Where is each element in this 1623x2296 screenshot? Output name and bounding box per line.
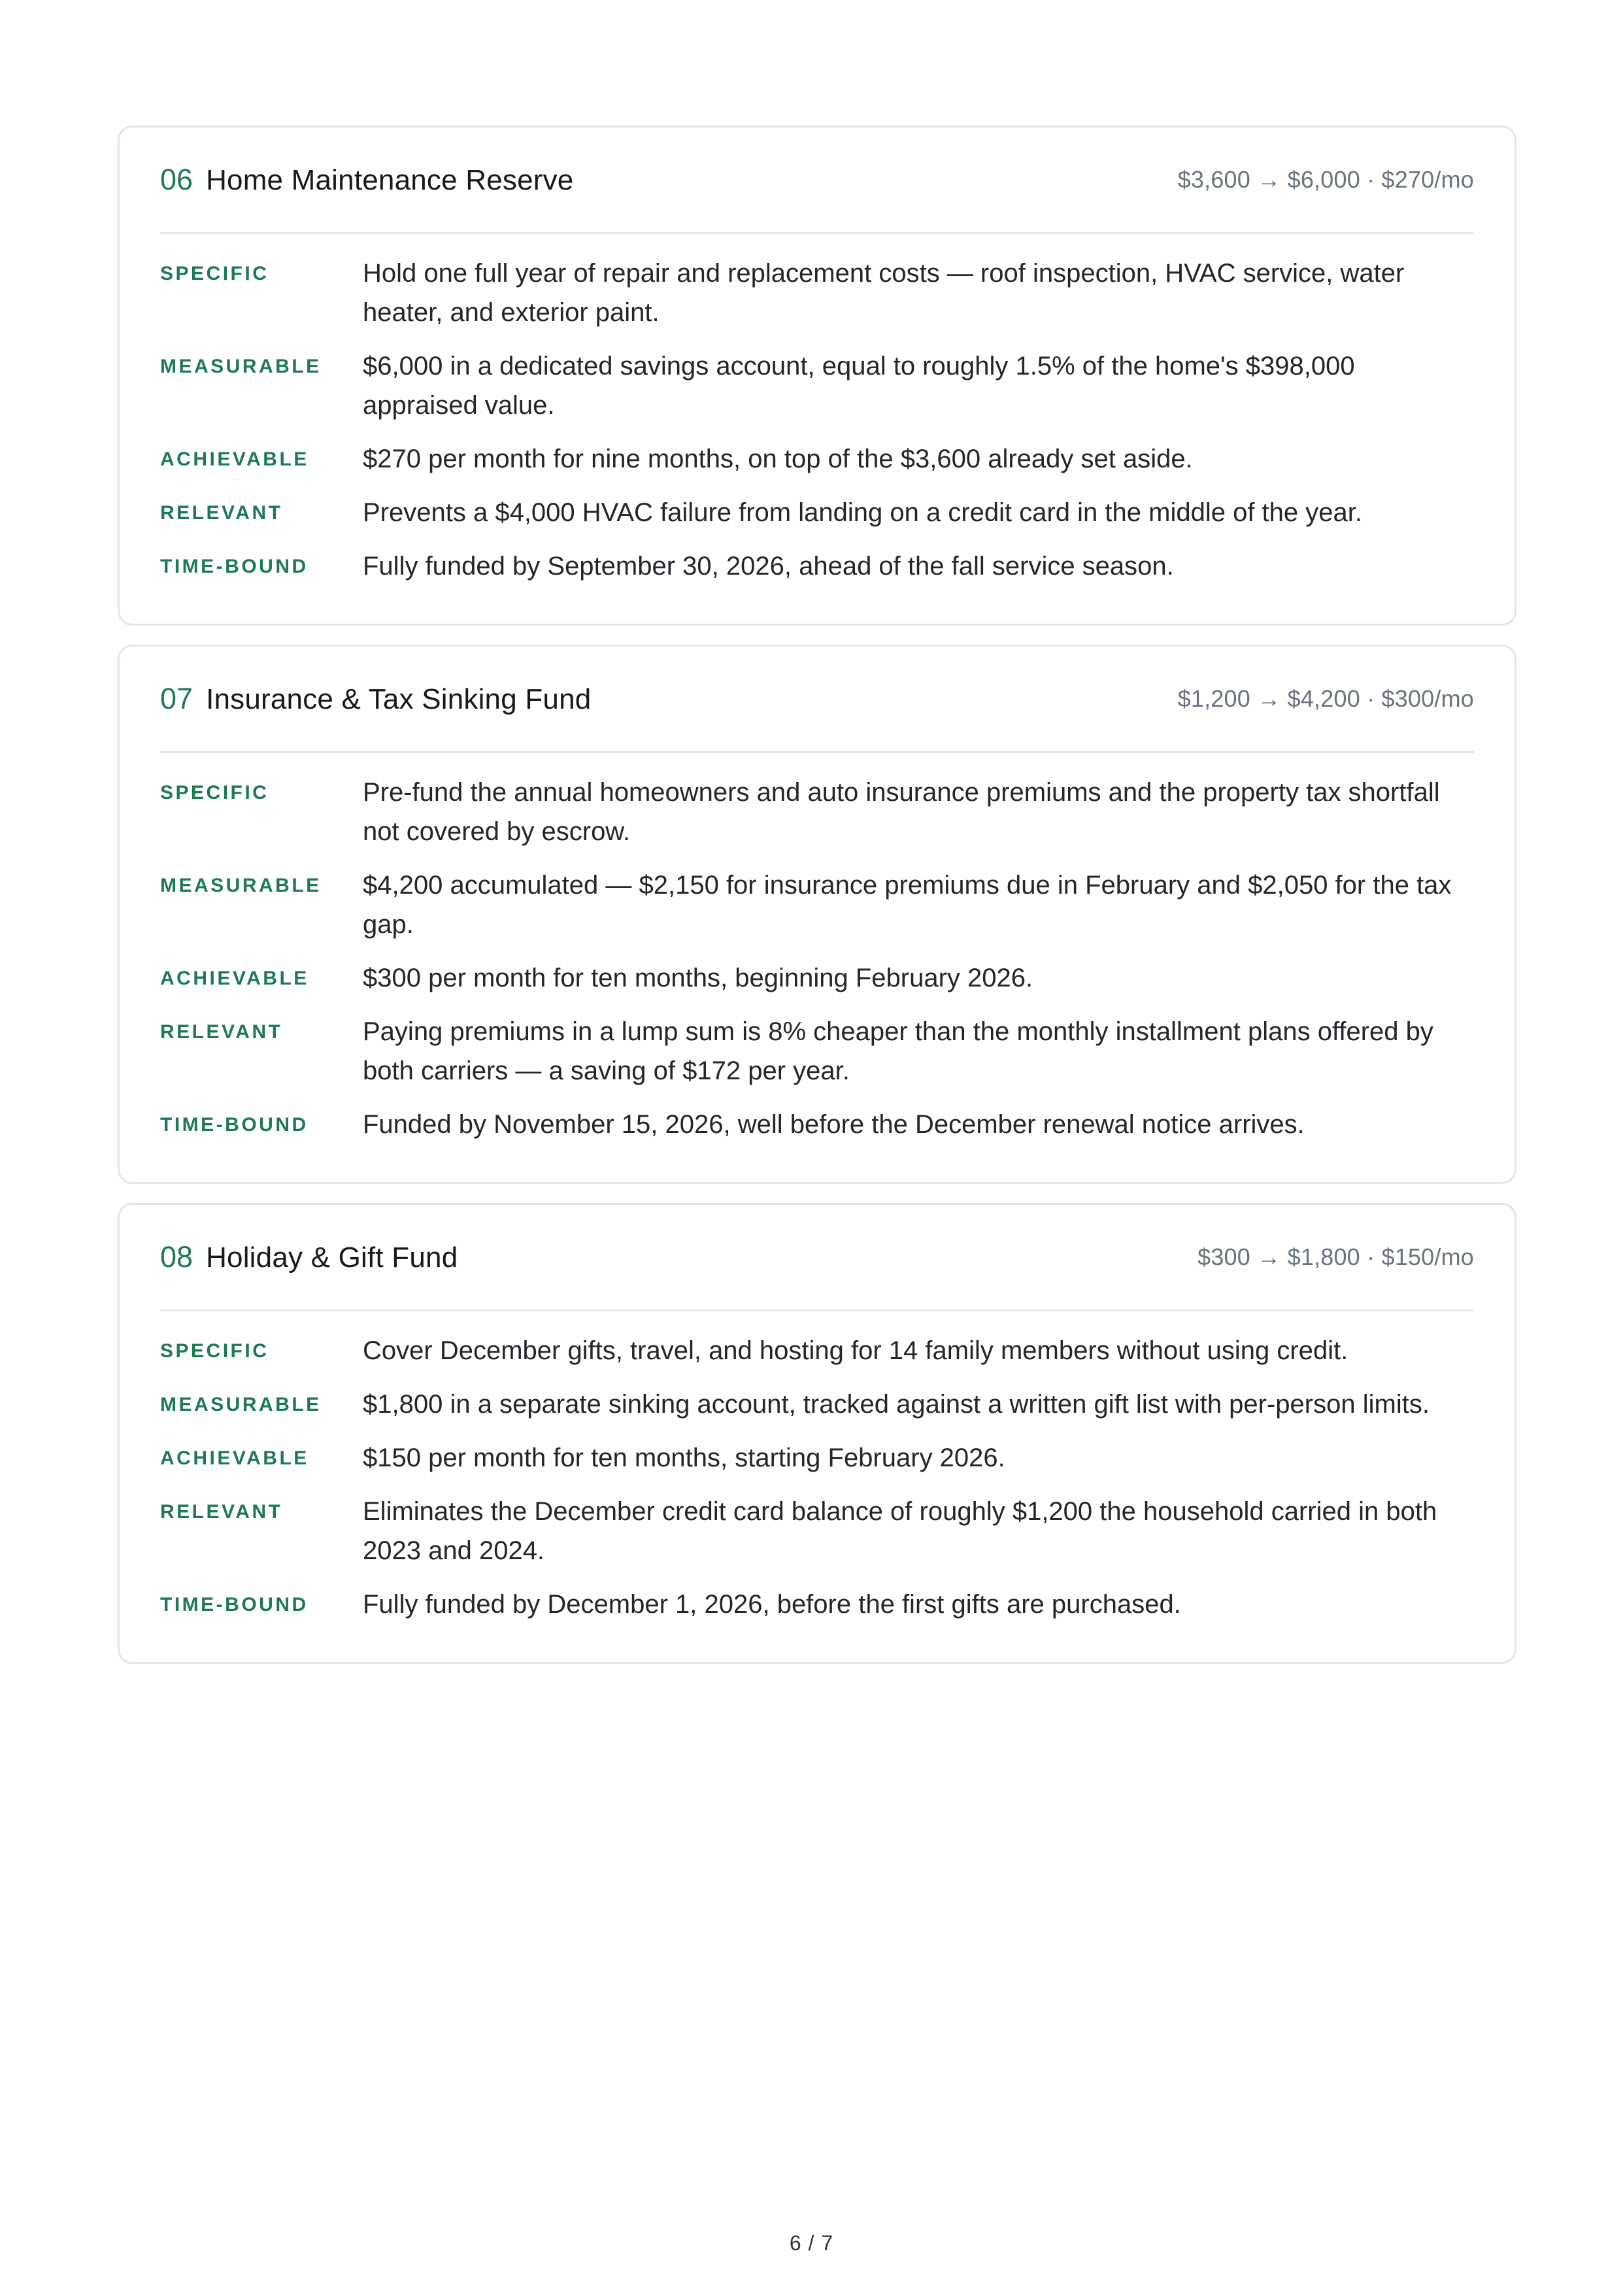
goal-header [160,1205,1474,1311]
criterion-label: MEASURABLE [160,1394,322,1415]
criterion-label: RELEVANT [160,1021,283,1043]
criterion-text: Fully funded by December 1, 2026, before the first gifts are purchased. [363,1590,1181,1619]
criterion-label: ACHIEVABLE [160,1447,309,1469]
criterion-label: RELEVANT [160,1501,283,1523]
criterion-specific [160,254,1474,332]
criterion-label: ACHIEVABLE [160,448,309,470]
goal-summary: $3,600 → $6,000 · $270/mo [1177,166,1474,193]
goal-card-08 [118,1203,1516,1664]
criterion-text: Paying premiums in a lump sum is 8% cheaper than the monthly installment plans offered by both carriers — a saving of $172 per year. [363,1017,1433,1085]
criterion-achievable [160,439,1474,479]
criterion-measurable [160,346,1474,425]
criterion-relevant [160,1492,1474,1570]
goal-number: 06 [160,163,193,196]
criterion-time-bound [160,1105,1474,1144]
criterion-label: RELEVANT [160,502,283,524]
criterion-text: $1,800 in a separate sinking account, tracked against a written gift list with per-person limits. [363,1390,1430,1419]
criterion-measurable [160,866,1474,944]
criterion-label: MEASURABLE [160,356,322,377]
criterion-text: $300 per month for ten months, beginning February 2026. [363,964,1033,992]
criterion-text: Eliminates the December credit card balance of roughly $1,200 the household carried in both 2023 and 2024. [363,1497,1437,1565]
criterion-label: SPECIFIC [160,782,269,803]
criterion-text: Funded by November 15, 2026, well before the December renewal notice arrives. [363,1110,1305,1139]
goal-summary: $1,200 → $4,200 · $300/mo [1177,685,1474,712]
goal-card-07 [118,645,1516,1184]
criterion-relevant [160,1012,1474,1090]
goal-title: Home Maintenance Reserve [206,164,574,196]
criterion-label: TIME-BOUND [160,556,309,577]
smart-criteria [160,773,1474,1144]
goal-summary: $300 → $1,800 · $150/mo [1197,1243,1474,1270]
criterion-measurable [160,1385,1474,1424]
criterion-label: SPECIFIC [160,263,269,284]
criterion-time-bound [160,1585,1474,1624]
goal-number: 07 [160,682,193,715]
goal-title-group [160,163,573,197]
page-number: 6 / 7 [789,2231,834,2255]
goal-title-group [160,682,591,716]
criterion-text: Prevents a $4,000 HVAC failure from landing on a credit card in the middle of the year. [363,498,1362,527]
goal-cards [118,126,1516,1683]
goal-title: Holiday & Gift Fund [206,1241,458,1274]
criterion-text: $6,000 in a dedicated savings account, equal to roughly 1.5% of the home's $398,000 appraised value. [363,352,1355,420]
criterion-label: TIME-BOUND [160,1114,309,1136]
criterion-label: ACHIEVABLE [160,968,309,989]
criterion-text: Hold one full year of repair and replacement costs — roof inspection, HVAC service, water heater, and exterior paint. [363,259,1405,327]
goal-header [160,647,1474,753]
criterion-text: $150 per month for ten months, starting February 2026. [363,1443,1005,1472]
criterion-specific [160,1331,1474,1370]
smart-criteria [160,1331,1474,1624]
goal-title: Insurance & Tax Sinking Fund [206,683,592,715]
goal-title-group [160,1240,458,1274]
goal-number: 08 [160,1240,193,1274]
criterion-text: $4,200 accumulated — $2,150 for insurance premiums due in February and $2,050 for the tax gap. [363,871,1452,939]
criterion-text: Pre-fund the annual homeowners and auto insurance premiums and the property tax shortfall not covered by escrow. [363,778,1440,846]
criterion-specific [160,773,1474,851]
criterion-text: $270 per month for nine months, on top of the $3,600 already set aside. [363,445,1193,473]
criterion-label: MEASURABLE [160,875,322,896]
goal-header [160,127,1474,234]
criterion-text: Cover December gifts, travel, and hosting for 14 family members without using credit. [363,1336,1348,1365]
criterion-label: TIME-BOUND [160,1594,309,1615]
goal-card-06 [118,126,1516,626]
criterion-text: Fully funded by September 30, 2026, ahead of the fall service season. [363,552,1174,581]
criterion-relevant [160,493,1474,532]
criterion-label: SPECIFIC [160,1340,269,1362]
criterion-achievable [160,1438,1474,1477]
smart-criteria [160,254,1474,586]
criterion-time-bound [160,547,1474,586]
criterion-achievable [160,958,1474,998]
